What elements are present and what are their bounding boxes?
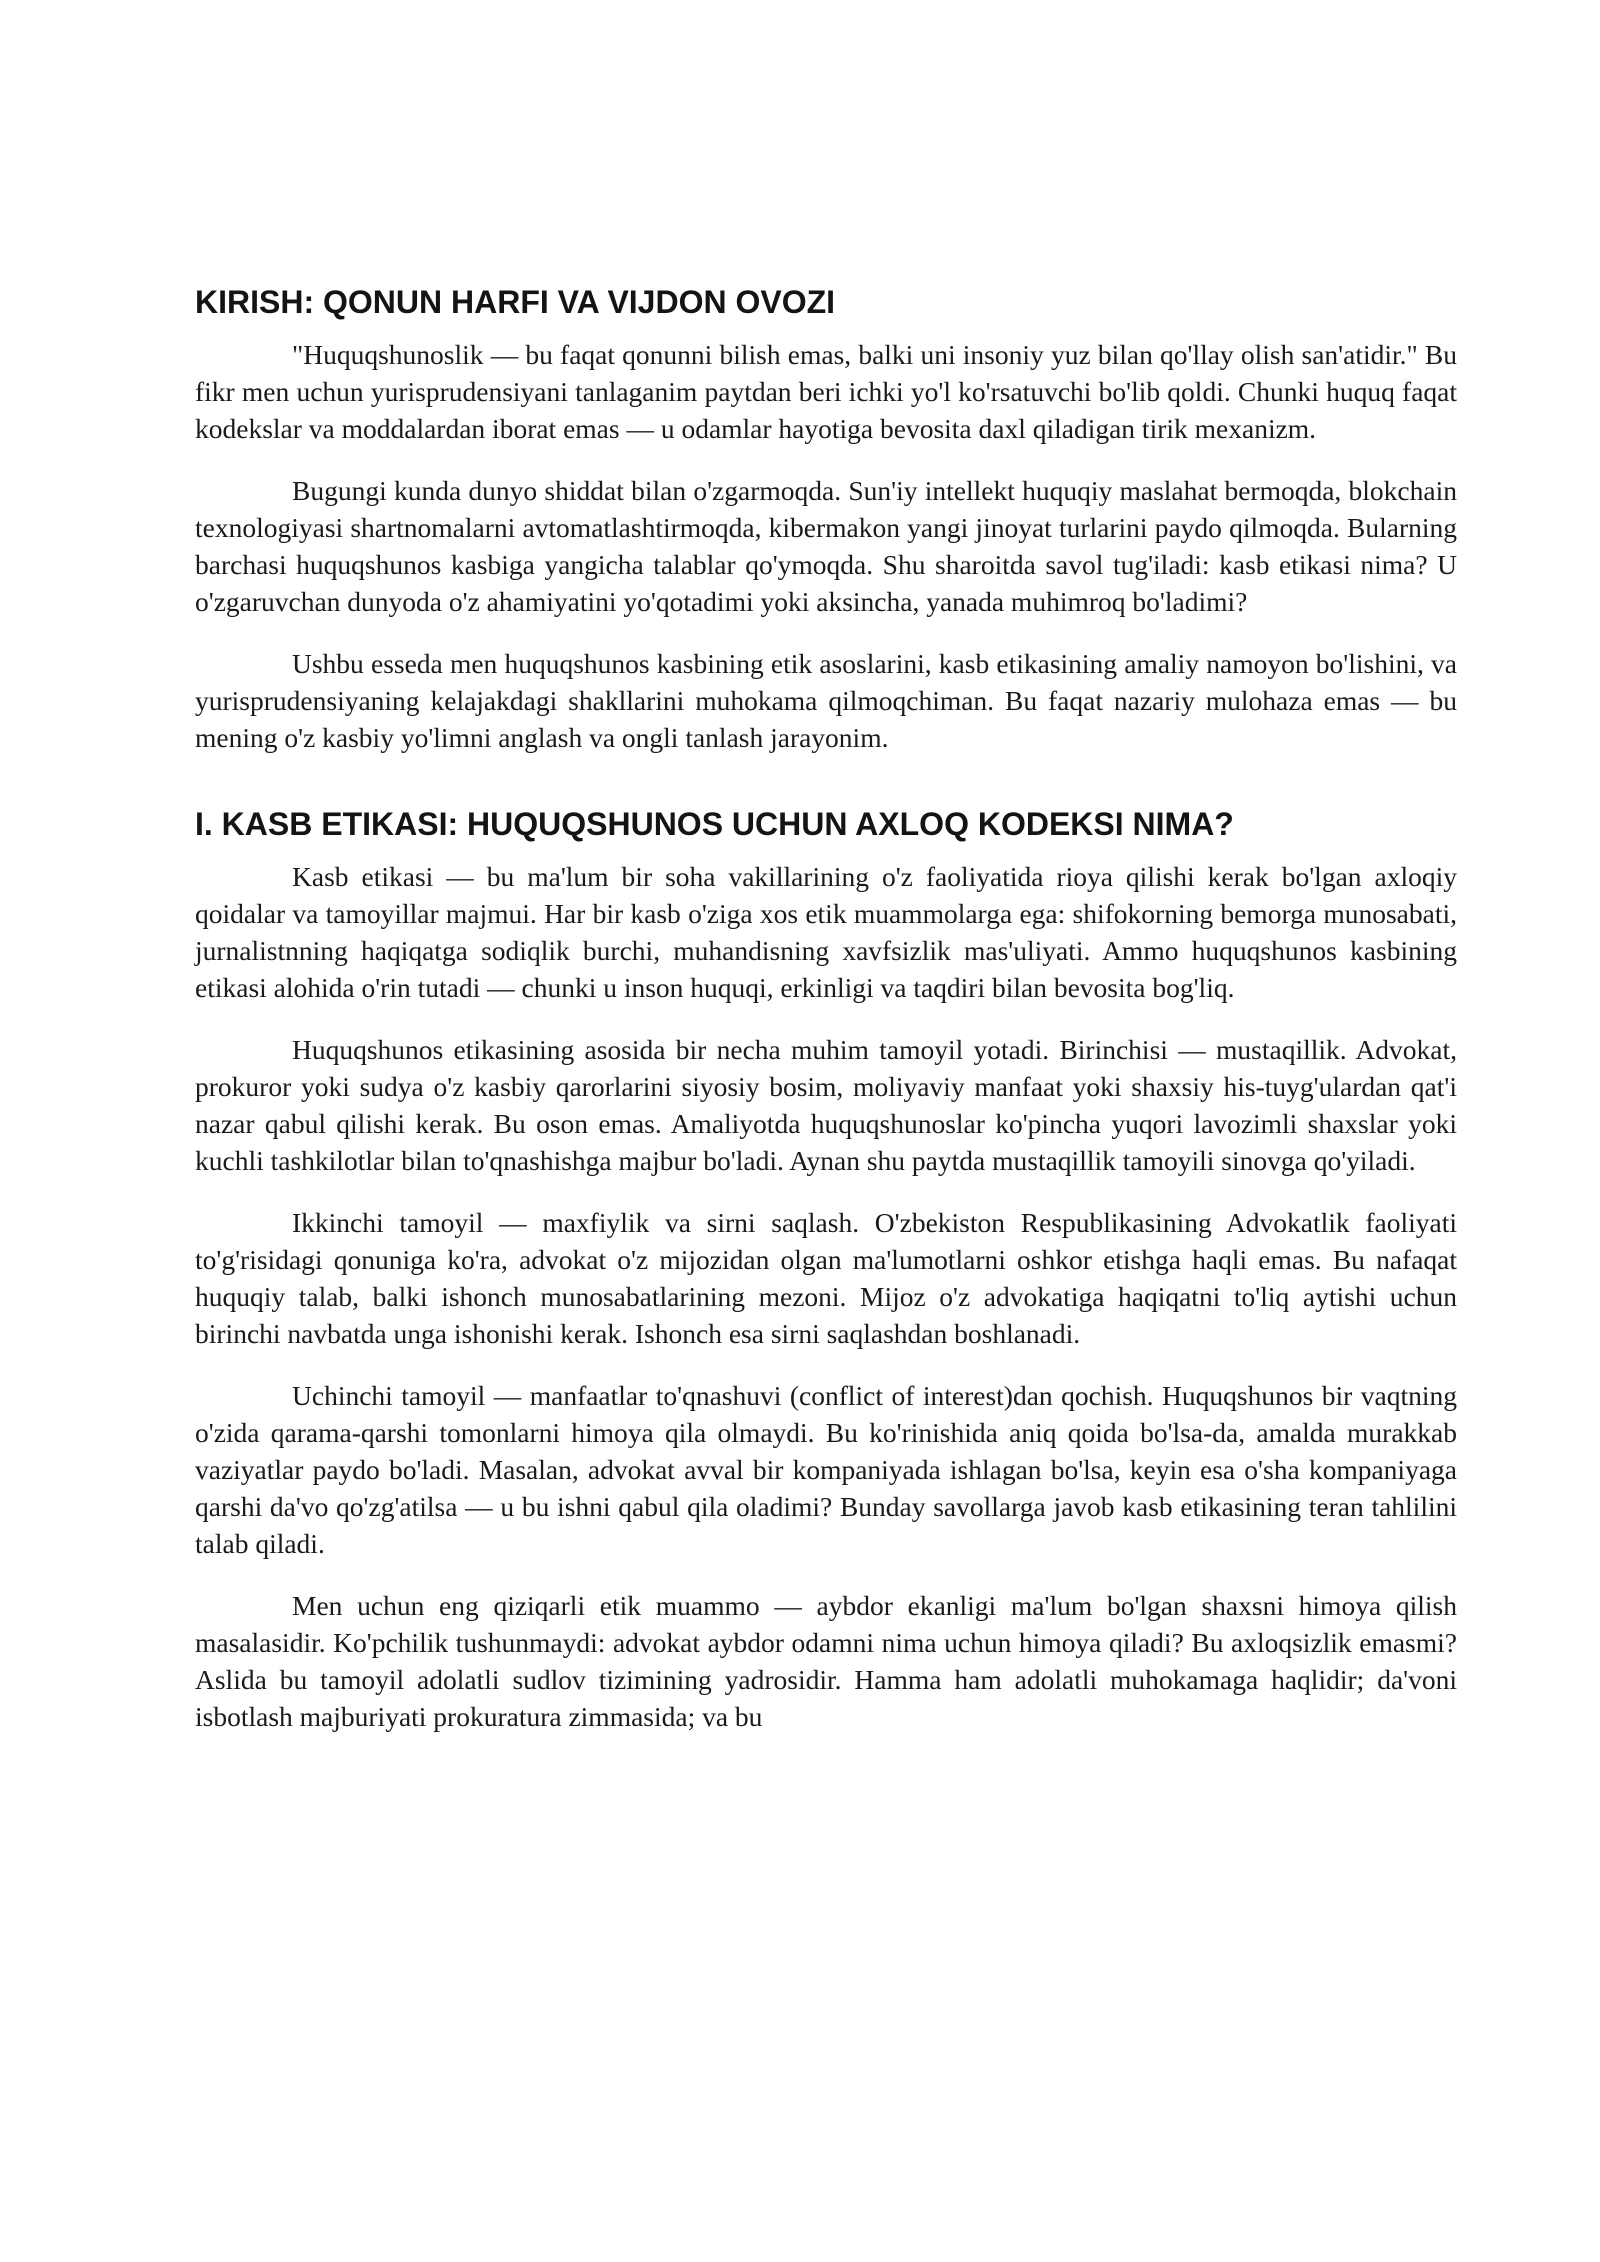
section-1-paragraph: Kasb etikasi — bu ma'lum bir soha vakillarining o'z faoliyatida rioya qilishi kerak bo'lgan axloqiy qoidalar va tamoyillar majmui. Har bir kasb o'ziga xos etik muammolarga ega: shifokorning bemorga munosabati, jurnalistnning haqiqatga sodiqlik burchi, muhandisning xavfsizlik mas'uliyati. Ammo huquqshunos kasbining etikasi alohida o'rin tutadi — chunki u inson huquqi, erkinligi va taqdiri bilan bevosita bog'liq. — [195, 861, 1457, 1003]
intro-heading: KIRISH: QONUN HARFI VA VIJDON OVOZI — [195, 284, 836, 320]
section-1-paragraph: Huquqshunos etikasining asosida bir necha muhim tamoyil yotadi. Birinchisi — mustaqillik. Advokat, prokuror yoki sudya o'z kasbiy qarorlarini siyosiy bosim, moliyaviy manfaat yoki shaxsiy his-tuyg'ulardan qat'i nazar qabul qilishi kerak. Bu oson emas. Amaliyotda huquqshunoslar ko'pincha yuqori lavozimli shaxslar yoki kuchli tashkilotlar bilan to'qnashishga majbur bo'ladi. Aynan shu paytda mustaqillik tamoyili sinovga qo'yiladi. — [195, 1034, 1457, 1176]
intro-paragraph: Ushbu esseda men huquqshunos kasbining etik asoslarini, kasb etikasining amaliy namoyon bo'lishini, va yurisprudensiyaning kelajakdagi shakllarini muhokama qilmoqchiman. Bu faqat nazariy mulohaza emas — bu mening o'z kasbiy yo'limni anglash va ongli tanlash jarayonim. — [195, 648, 1457, 753]
section-1-paragraph: Uchinchi tamoyil — manfaatlar to'qnashuvi (conflict of interest)dan qochish. Huquqshunos bir vaqtning o'zida qarama-qarshi tomonlarni himoya qila olmaydi. Bu ko'rinishida aniq qoida bo'lsa-da, amalda murakkab vaziyatlar paydo bo'ladi. Masalan, advokat avval bir kompaniyada ishlagan bo'lsa, keyin esa o'sha kompaniyaga qarshi da'vo qo'zg'atilsa — u bu ishni qabul qila oladimi? Bunday savollarga javob kasb etikasining teran tahlilini talab qiladi. — [195, 1380, 1457, 1559]
document-page — [195, 282, 1457, 1760]
section-1-paragraph: Ikkinchi tamoyil — maxfiylik va sirni saqlash. O'zbekiston Respublikasining Advokatlik faoliyati to'g'risidagi qonuniga ko'ra, advokat o'z mijozidan olgan ma'lumotlarni oshkor etishga haqli emas. Bu nafaqat huquqiy talab, balki ishonch munosabatlarining mezoni. Mijoz o'z advokatiga haqiqatni to'liq aytishi uchun birinchi navbatda unga ishonishi kerak. Ishonch esa sirni saqlashdan boshlanadi. — [195, 1207, 1457, 1349]
section-1-paragraph: Men uchun eng qiziqarli etik muammo — aybdor ekanligi ma'lum bo'lgan shaxsni himoya qilish masalasidir. Ko'pchilik tushunmaydi: advokat aybdor odamni nima uchun himoya qiladi? Bu axloqsizlik emasmi? Aslida bu tamoyil adolatli sudlov tizimining yadrosidir. Hamma ham adolatli muhokamaga haqlidir; da'voni isbotlash majburiyati prokuratura zimmasida; va bu — [195, 1590, 1457, 1732]
intro-paragraph: "Huquqshunoslik — bu faqat qonunni bilish emas, balki uni insoniy yuz bilan qo'llay olish san'atidir." Bu fikr men uchun yurisprudensiyani tanlaganim paytdan beri ichki yo'l ko'rsatuvchi bo'lib qoldi. Chunki huquq faqat kodekslar va moddalardan iborat emas — u odamlar hayotiga bevosita daxl qiladigan tirik mexanizm. — [195, 339, 1457, 444]
intro-paragraph: Bugungi kunda dunyo shiddat bilan o'zgarmoqda. Sun'iy intellekt huquqiy maslahat bermoqda, blokchain texnologiyasi shartnomalarni avtomatlashtirmoqda, kibermakon yangi jinoyat turlarini paydo qilmoqda. Bularning barchasi huquqshunos kasbiga yangicha talablar qo'ymoqda. Shu sharoitda savol tug'iladi: kasb etikasi nima? U o'zgaruvchan dunyoda o'z ahamiyatini yo'qotadimi yoki aksincha, yanada muhimroq bo'ladimi? — [195, 475, 1457, 617]
section-1-heading: I. KASB ETIKASI: HUQUQSHUNOS UCHUN AXLOQ KODEKSI NIMA? — [195, 806, 1234, 842]
